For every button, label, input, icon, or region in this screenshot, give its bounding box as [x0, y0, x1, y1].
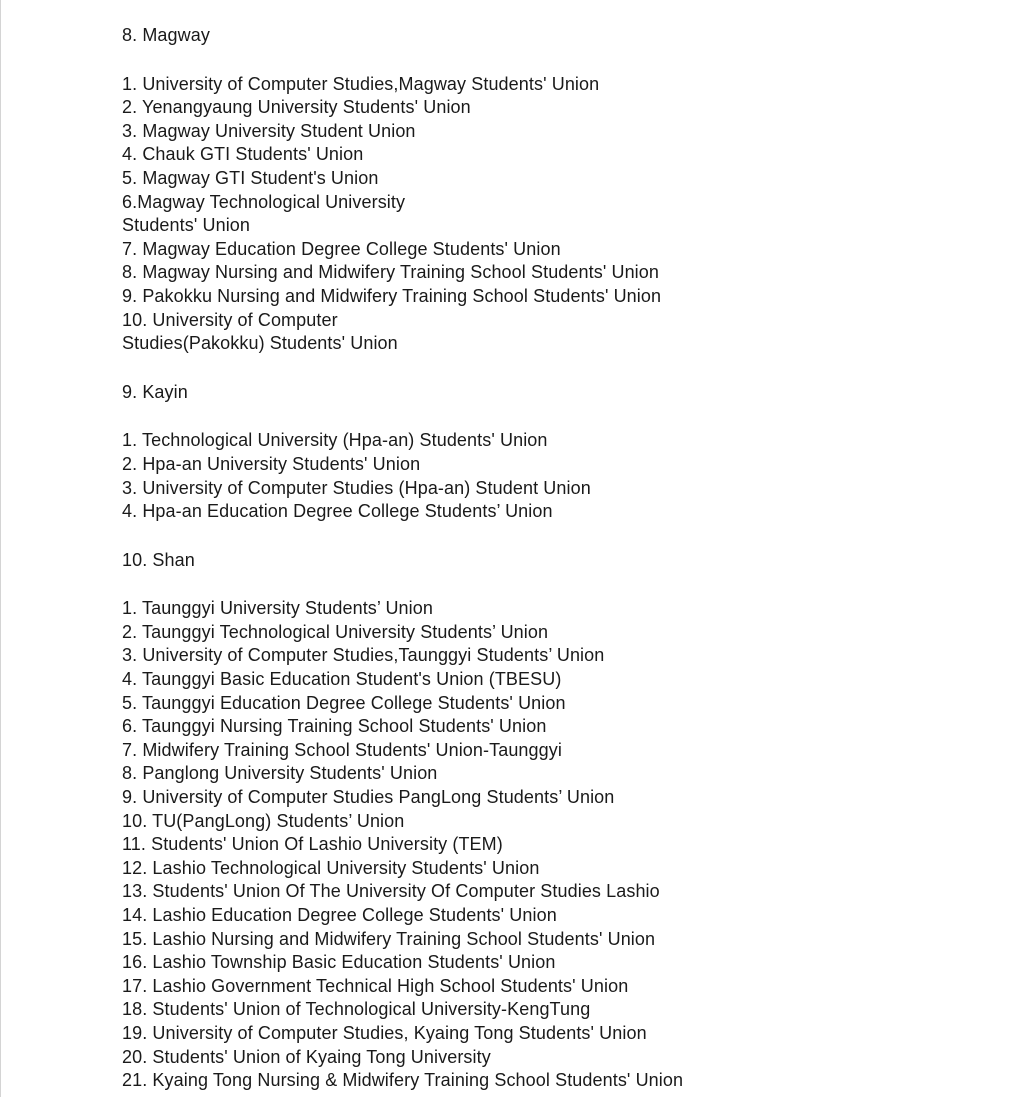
list-item: 2. Yenangyaung University Students' Union	[122, 97, 471, 118]
section-heading: 9. Kayin	[122, 381, 188, 402]
list-item: 6. Taunggyi Nursing Training School Students' Union	[122, 716, 547, 737]
list-item: 21. Kyaing Tong Nursing & Midwifery Training School Students' Union	[122, 1070, 684, 1091]
list-item: 9. Pakokku Nursing and Midwifery Training School Students' Union	[122, 285, 662, 306]
list-item: 9. University of Computer Studies PangLong Students’ Union	[122, 787, 615, 808]
section-heading: 10. Shan	[122, 549, 195, 570]
list-item: 10. TU(PangLong) Students’ Union	[122, 810, 405, 831]
list-item: 12. Lashio Technological University Students' Union	[122, 857, 540, 878]
list-item: 3. University of Computer Studies,Taunggyi Students’ Union	[122, 645, 605, 666]
list-item: 5. Magway GTI Student's Union	[122, 167, 379, 188]
page-left-edge	[0, 0, 1, 1097]
list-item: 3. University of Computer Studies (Hpa-an) Student Union	[122, 477, 591, 498]
list-item: 8. Panglong University Students' Union	[122, 763, 438, 784]
list-item: 11. Students' Union Of Lashio University (TEM)	[122, 834, 503, 855]
list-item: 8. Magway Nursing and Midwifery Training School Students' Union	[122, 262, 660, 283]
list-item: 14. Lashio Education Degree College Students' Union	[122, 905, 557, 925]
section-heading: 8. Magway	[122, 25, 210, 45]
list-item: 2. Taunggyi Technological University Students’ Union	[122, 621, 549, 642]
list-item: 2. Hpa-an University Students' Union	[122, 453, 421, 474]
list-item: 10. University of Computer	[122, 309, 338, 330]
list-item: 17. Lashio Government Technical High School Students' Union	[122, 975, 629, 996]
list-item: 13. Students' Union Of The University Of Computer Studies Lashio	[122, 881, 660, 902]
list-item: 20. Students' Union of Kyaing Tong University	[122, 1046, 491, 1067]
list-item: 1. Taunggyi University Students’ Union	[122, 598, 433, 619]
list-item: 4. Chauk GTI Students' Union	[122, 144, 364, 165]
list-item: 7. Magway Education Degree College Students' Union	[122, 238, 561, 259]
list-item: 19. University of Computer Studies, Kyaing Tong Students' Union	[122, 1022, 647, 1043]
section-magway	[122, 24, 1002, 356]
list-item: 6.Magway Technological University	[122, 191, 406, 212]
section-kayin	[122, 381, 1002, 524]
document-body	[122, 24, 1002, 1093]
list-item: 1. University of Computer Studies,Magway Students' Union	[122, 73, 600, 94]
list-item: 16. Lashio Township Basic Education Students' Union	[122, 952, 556, 973]
list-item: 1. Technological University (Hpa-an) Students' Union	[122, 430, 548, 451]
list-item: 4. Taunggyi Basic Education Student's Union (TBESU)	[122, 669, 562, 690]
list-item: 5. Taunggyi Education Degree College Students' Union	[122, 692, 566, 713]
list-item: 4. Hpa-an Education Degree College Students’ Union	[122, 501, 553, 522]
list-item-continuation: Studies(Pakokku) Students' Union	[122, 333, 398, 354]
list-item-continuation: Students' Union	[122, 215, 251, 236]
list-item: 18. Students' Union of Technological University-KengTung	[122, 999, 591, 1020]
section-shan	[122, 549, 1002, 1093]
list-item: 7. Midwifery Training School Students' Union-Taunggyi	[122, 739, 562, 760]
list-item: 15. Lashio Nursing and Midwifery Training School Students' Union	[122, 928, 656, 949]
list-item: 3. Magway University Student Union	[122, 120, 416, 141]
